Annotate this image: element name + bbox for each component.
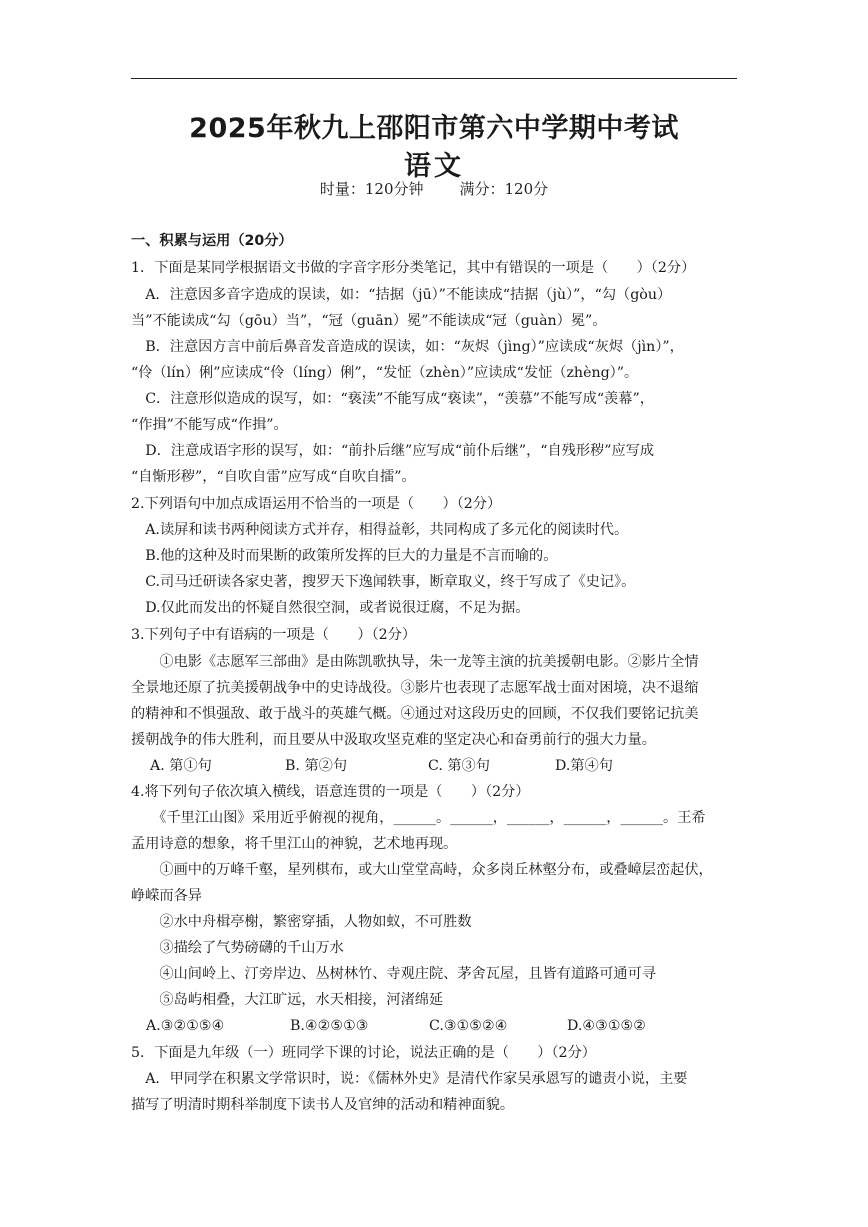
q4-option-c: C.③①⑤②④ [429,1018,508,1034]
q1-option-d: D．注意成语字形的误写，如：“前扑后继”应写成“前仆后继”，“自残形秽”应写成 [131,443,655,459]
q4-options [146,1016,646,1036]
q4-sentence-1: ①画中的万峰千壑，星列棋布，或大山堂堂高峙，众多岗丘林壑分布，或叠嶂层峦起伏， [131,862,713,878]
subject-title: 语文 [404,151,464,182]
top-rule [131,78,737,79]
q3-option-d: D.第④句 [555,758,613,774]
section-heading: 一、积累与运用（20分） [131,233,293,249]
q4-sentence-2: ②水中舟楫亭榭，繁密穿插，人物如蚁，不可胜数 [131,914,472,930]
q4-option-a: A.③②①⑤④ [146,1018,225,1034]
q4-sentence-3: ③描绘了气势磅礴的千山万水 [131,940,344,956]
q4-sentence-4: ④山间岭上、汀旁岸边、丛树林竹、寺观庄院、茅舍瓦屋，且皆有道路可通可寻 [131,966,656,982]
q2-stem: 2.下列语句中加点成语运用不恰当的一项是（ ）（2分） [131,496,502,512]
q3-passage-4: 援朝战争的伟大胜利，而且要从中汲取攻坚克难的坚定决心和奋勇前行的强大力量。 [131,732,656,748]
q2-option-b: B.他的这种及时而果断的政策所发挥的巨大的力量是不言而喻的。 [131,548,558,564]
q3-option-b: B. 第②句 [285,758,348,774]
q1-option-b-cont: “伶（lín）俐”应读成“伶（líng）俐”，“发怔（zhèn）”应读成“发怔（zhèng）”。 [131,365,639,381]
exam-title: 2025年秋九上邵阳市第六中学期中考试 [189,113,679,144]
q3-passage-2: 全景地还原了抗美援朝战争中的史诗战役。③影片也表现了志愿军战士面对困境，决不退缩 [131,680,699,696]
q4-option-d: D.④③①⑤② [567,1018,646,1034]
q3-passage: ①电影《志愿军三部曲》是由陈凯歌执导，朱一龙等主演的抗美援朝电影。②影片全情 [131,654,699,670]
q4-option-b: B.④②⑤①③ [290,1018,369,1034]
q3-option-a: A. 第①句 [150,758,212,774]
q4-passage-2: 孟用诗意的想象，将千里江山的神貌，艺术地再现。 [131,836,458,852]
q1-option-d-cont: “自惭形秽”，“自吹自雷”应写成“自吹自擂”。 [131,469,416,485]
q4-passage: 《千里江山图》采用近乎俯视的视角，______。______，______，______，______。王希 [131,810,706,826]
q1-option-c-cont: “作揖”不能写成“作揖”。 [131,417,288,433]
q1-option-c: C．注意形似造成的误写，如：“亵渎”不能写成“亵读”，“羡慕”不能写成“羡幕”， [131,391,654,407]
q5-option-a: A．甲同学在积累文学常识时，说：《儒林外史》是清代作家吴承恩写的谴责小说，主要 [131,1071,688,1087]
q5-option-a-cont: 描写了明清时期科举制度下读书人及官绅的活动和精神面貌。 [131,1097,515,1113]
q2-option-c: C.司马迁研读各家史著，搜罗天下逸闻轶事，断章取义，终于写成了《史记》。 [131,574,636,590]
q3-stem: 3.下列句子中有语病的一项是（ ）（2分） [131,627,417,643]
q4-sentence-5: ⑤岛屿相叠，大江旷远，水天相接，河渚绵延 [131,992,444,1008]
q1-option-b: B．注意因方言中前后鼻音发音造成的误读，如：“灰烬（jìng）”应读成“灰烬（jìn）”， [131,339,684,355]
full-score: 满分：120分 [459,180,549,198]
q3-passage-3: 的精神和不惧强敌、敢于战斗的英雄气概。④通过对这段历史的回顾，不仅我们要铭记抗美 [131,706,699,722]
q1-stem: 1．下面是某同学根据语文书做的字音字形分类笔记，其中有错误的一项是（ ）（2分） [131,260,696,276]
q3-options [150,756,613,776]
q4-sentence-1-cont: 峥嵘而各异 [131,888,202,904]
q5-stem: 5．下面是九年级（一）班同学下课的讨论，说法正确的是（ ）（2分） [131,1045,596,1061]
exam-meta [0,178,868,199]
q1-option-a: A．注意因多音字造成的误读，如：“拮据（jū）”不能读成“拮据（jù）”，“勾（gòu） [131,287,672,303]
q2-option-a: A.读屏和读书两种阅读方式并存，相得益彰，共同构成了多元化的阅读时代。 [131,522,629,538]
time-limit: 时量：120分钟 [319,180,424,198]
q3-option-c: C. 第③句 [428,758,490,774]
q2-option-d: D.仅此而发出的怀疑自然很空洞，或者说很迂腐，不足为据。 [131,600,530,616]
q1-option-a-cont: 当”不能读成“勾（gōu）当”，“冠（guān）冕”不能读成“冠（guàn）冕”。 [131,313,607,329]
q4-stem: 4.将下列句子依次填入横线，语意连贯的一项是（ ）（2分） [131,784,530,800]
